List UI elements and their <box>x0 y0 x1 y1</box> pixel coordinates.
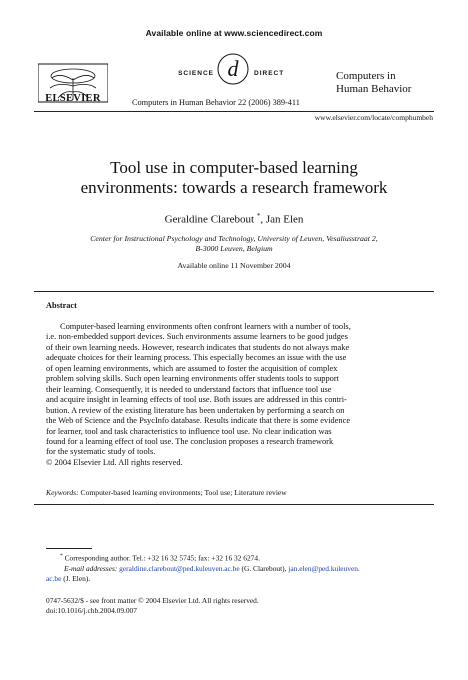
svg-text:d: d <box>227 56 239 81</box>
keywords <box>46 488 287 497</box>
publisher-name: ELSEVIER <box>45 93 101 104</box>
abstract-line: adequate choices for their learning process. This especially becomes an issue with the use <box>46 353 347 363</box>
journal-name-line1: Computers in <box>336 70 396 82</box>
sciencedirect-d-icon <box>216 52 250 86</box>
available-online-banner: Available online at www.sciencedirect.com <box>145 28 323 38</box>
keywords-label: Keywords: <box>46 488 79 497</box>
journal-name-line2: Human Behavior <box>336 82 412 95</box>
email-label: E-mail addresses: <box>64 563 118 573</box>
author-separator: , <box>260 213 266 226</box>
abstract-line: i.e. non-embedded support devices. Such environments assume learners to be good judges <box>46 332 348 342</box>
keywords-list: Computer-based learning environments; Tool use; Literature review <box>80 488 287 497</box>
abstract-line: for learner, tool and task characteristics to influence tool use. No clear indication was <box>46 426 332 436</box>
footnote-rule <box>46 548 92 549</box>
abstract-line: of open learning environments, which are assumed to foster the acquisition of complex <box>46 363 338 373</box>
email-owner-2: (J. Elen). <box>63 574 91 584</box>
footnote-mark: * <box>60 553 63 559</box>
abstract-heading: Abstract <box>46 301 77 310</box>
author-list <box>0 212 468 226</box>
abstract-line: the Web of Science and the PsycInfo database. Results indicate that there is some evidence <box>46 416 351 426</box>
affiliation-line-2: B-3000 Leuven, Belgium <box>195 244 273 253</box>
corresponding-author-note <box>46 551 426 564</box>
journal-reference: Computers in Human Behavior 22 (2006) 389-411 <box>132 98 300 107</box>
elsevier-tree-logo-icon <box>38 54 108 114</box>
author-2: Jan Elen <box>265 213 304 226</box>
abstract-line: problem solving skills. Such open learning environments offer students tools to support <box>46 374 339 384</box>
email-line <box>46 564 426 575</box>
corresponding-mark[interactable]: * <box>256 212 261 220</box>
footnote <box>46 551 426 585</box>
sciencedirect-left-text: SCIENCE <box>178 70 214 77</box>
article-title <box>0 158 468 198</box>
abstract-line: their learning. Consequently, it is needed to understand factors that influence tool use <box>46 384 332 394</box>
header-rule <box>34 111 434 112</box>
abstract-line: Computer-based learning environments often confront learners with a number of tools, <box>60 322 351 331</box>
available-online-date: Available online 11 November 2004 <box>177 261 291 270</box>
abstract-bottom-rule <box>34 504 434 505</box>
sciencedirect-right-text: DIRECT <box>254 70 285 77</box>
abstract-top-rule <box>34 291 434 292</box>
abstract-line: and acquire insight in learning effects of tool use. Both issues are addressed in this contri- <box>46 395 347 405</box>
journal-name <box>336 70 411 95</box>
page-footer <box>46 596 259 616</box>
doi-line[interactable]: doi:10.1016/j.chb.2004.09.007 <box>46 606 137 615</box>
abstract-line: for the systematic study of tools. <box>46 447 156 457</box>
abstract-copyright: © 2004 Elsevier Ltd. All rights reserved. <box>46 457 183 467</box>
email-owner-1: (G. Clarebout), <box>241 563 287 573</box>
issn-line: 0747-5632/$ - see front matter © 2004 Elsevier Ltd. All rights reserved. <box>46 596 259 605</box>
abstract-body <box>46 322 420 468</box>
abstract-line: of their own learning needs. However, research indicates that students do not always make <box>46 342 350 352</box>
email-link-2-cont[interactable]: ac.be <box>46 574 62 584</box>
abstract-line: bution. A review of the existing literature has been undertaken by performing a search on <box>46 405 345 415</box>
email-link-2[interactable]: jan.elen@ped.kuleuven. <box>288 563 360 573</box>
email-link-1[interactable]: geraldine.clarebout@ped.kuleuven.ac.be <box>119 563 240 573</box>
title-line-2: environments: towards a research framework <box>80 178 388 197</box>
affiliation-line-1: Center for Instructional Psychology and Technology, University of Leuven, Vesaliusstraat 2, <box>90 234 378 243</box>
email-line-cont <box>46 574 426 585</box>
corresponding-author-text: Corresponding author. Tel.: +32 16 32 5745; fax: +32 16 32 6274. <box>64 553 260 563</box>
author-1: Geraldine Clarebout <box>164 213 255 226</box>
abstract-line: found for a learning effect of tool use. The conclusion proposes a research framework <box>46 436 334 446</box>
journal-url[interactable]: www.elsevier.com/locate/comphumbeh <box>314 113 433 122</box>
affiliation <box>0 234 468 254</box>
title-line-1: Tool use in computer-based learning <box>110 158 358 177</box>
